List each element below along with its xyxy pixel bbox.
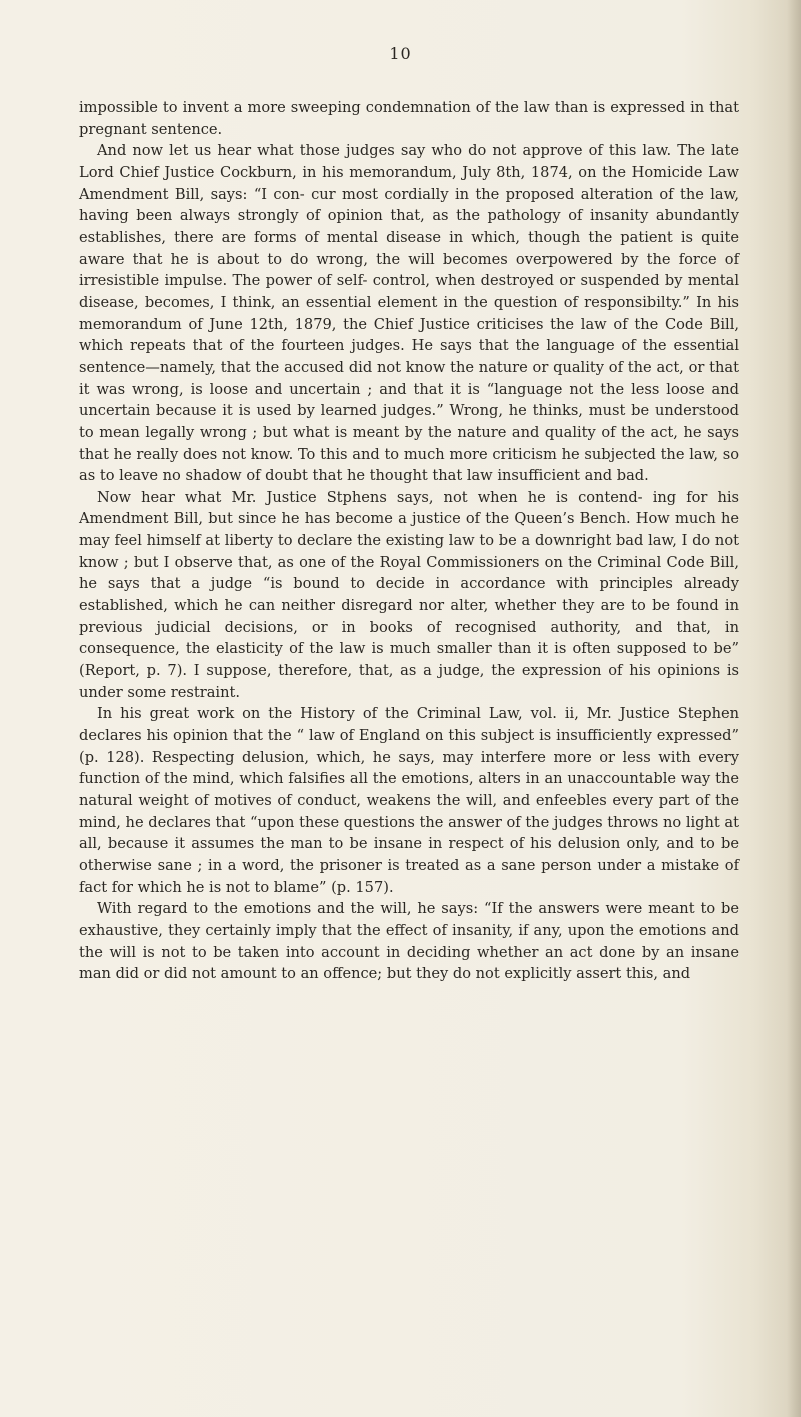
paragraph-2: And now let us hear what those judges say who do not approve of this law. The late Lord Chief Justice Cockburn, in his memorandum, July 8th, 1874, on the Homicide Law Amendment Bill, says: “I con- cur most cordially in the proposed alteration of the law, having been always strongly of opinion that, as the pathology of insanity abundantly establishes, there are forms of mental disease in which, though the patient is quite aware that he is about to do wrong, the will becomes overpowered by the force of irresistible impulse. The power of self- control, when destroyed or suspended by mental disease, becomes, I think, an essential element in the question of responsibilty.” In his memorandum of June 12th, 1879, the Chief Justice criticises the law of the Code Bill, which repeats that of the fourteen judges. He says that the language of the essential sentence—namely, that the accused did not know the nature or quality of the act, or that it was wrong, is loose and uncertain ; and that it is “language not the less loose and uncertain because it is used by learned judges.” Wrong, he thinks, must be understood to mean legally wrong ; but what is meant by the nature and quality of the act, he says that he really does not know. To this and to much more criticism he subjected the law, so as to leave no shadow of doubt that he thought that law insufficient and bad. — [79, 142, 739, 485]
paragraph-5: With regard to the emotions and the will, he says: “If the answers were meant to be exhaustive, they certainly imply that the effect of insanity, if any, upon the emotions and the will is not to be taken into account in deciding whether an act done by an insane man did or did not amount to an offence; but they do not explicitly assert this, and — [79, 900, 739, 983]
paragraph-3: Now hear what Mr. Justice Stphens says, not when he is contend- ing for his Amendment Bill, but since he has become a justice of the Queen’s Bench. How much he may feel himself at liberty to declare the existing law to be a downright bad law, I do not know ; but I observe that, as one of the Royal Commissioners on the Criminal Code Bill, he says that a judge “is bound to decide in accordance with principles already established, which he can neither disregard nor alter, whether they are to be found in previous judicial decisions, or in books of recognised authority, and that, in consequence, the elasticity of the law is much smaller than it is often supposed to be” (Report, p. 7). I suppose, therefore, that, as a judge, the expression of his opinions is under some restraint. — [79, 488, 739, 701]
paragraph-1: impossible to invent a more sweeping condemnation of the law than is expressed in that pregnant sentence. — [79, 99, 739, 138]
page-edge-shadow — [787, 0, 801, 1417]
body-text — [79, 97, 739, 985]
page-number: 10 — [389, 44, 412, 63]
paragraph-4: In his great work on the History of the Criminal Law, vol. ii, Mr. Justice Stephen declares his opinion that the “ law of England on this subject is insufficiently expressed” (p. 128). Respecting delusion, which, he says, may interfere more or less with every function of the mind, which falsifies all the emotions, alters in an unaccountable way the natural weight of motives of conduct, weakens the will, and enfeebles every part of the mind, he declares that “upon these questions the answer of the judges throws no light at all, because it assumes the man to be insane in respect of his delusion only, and to be otherwise sane ; in a word, the prisoner is treated as a sane person under a mistake of fact for which he is not to blame” (p. 157). — [79, 705, 739, 896]
